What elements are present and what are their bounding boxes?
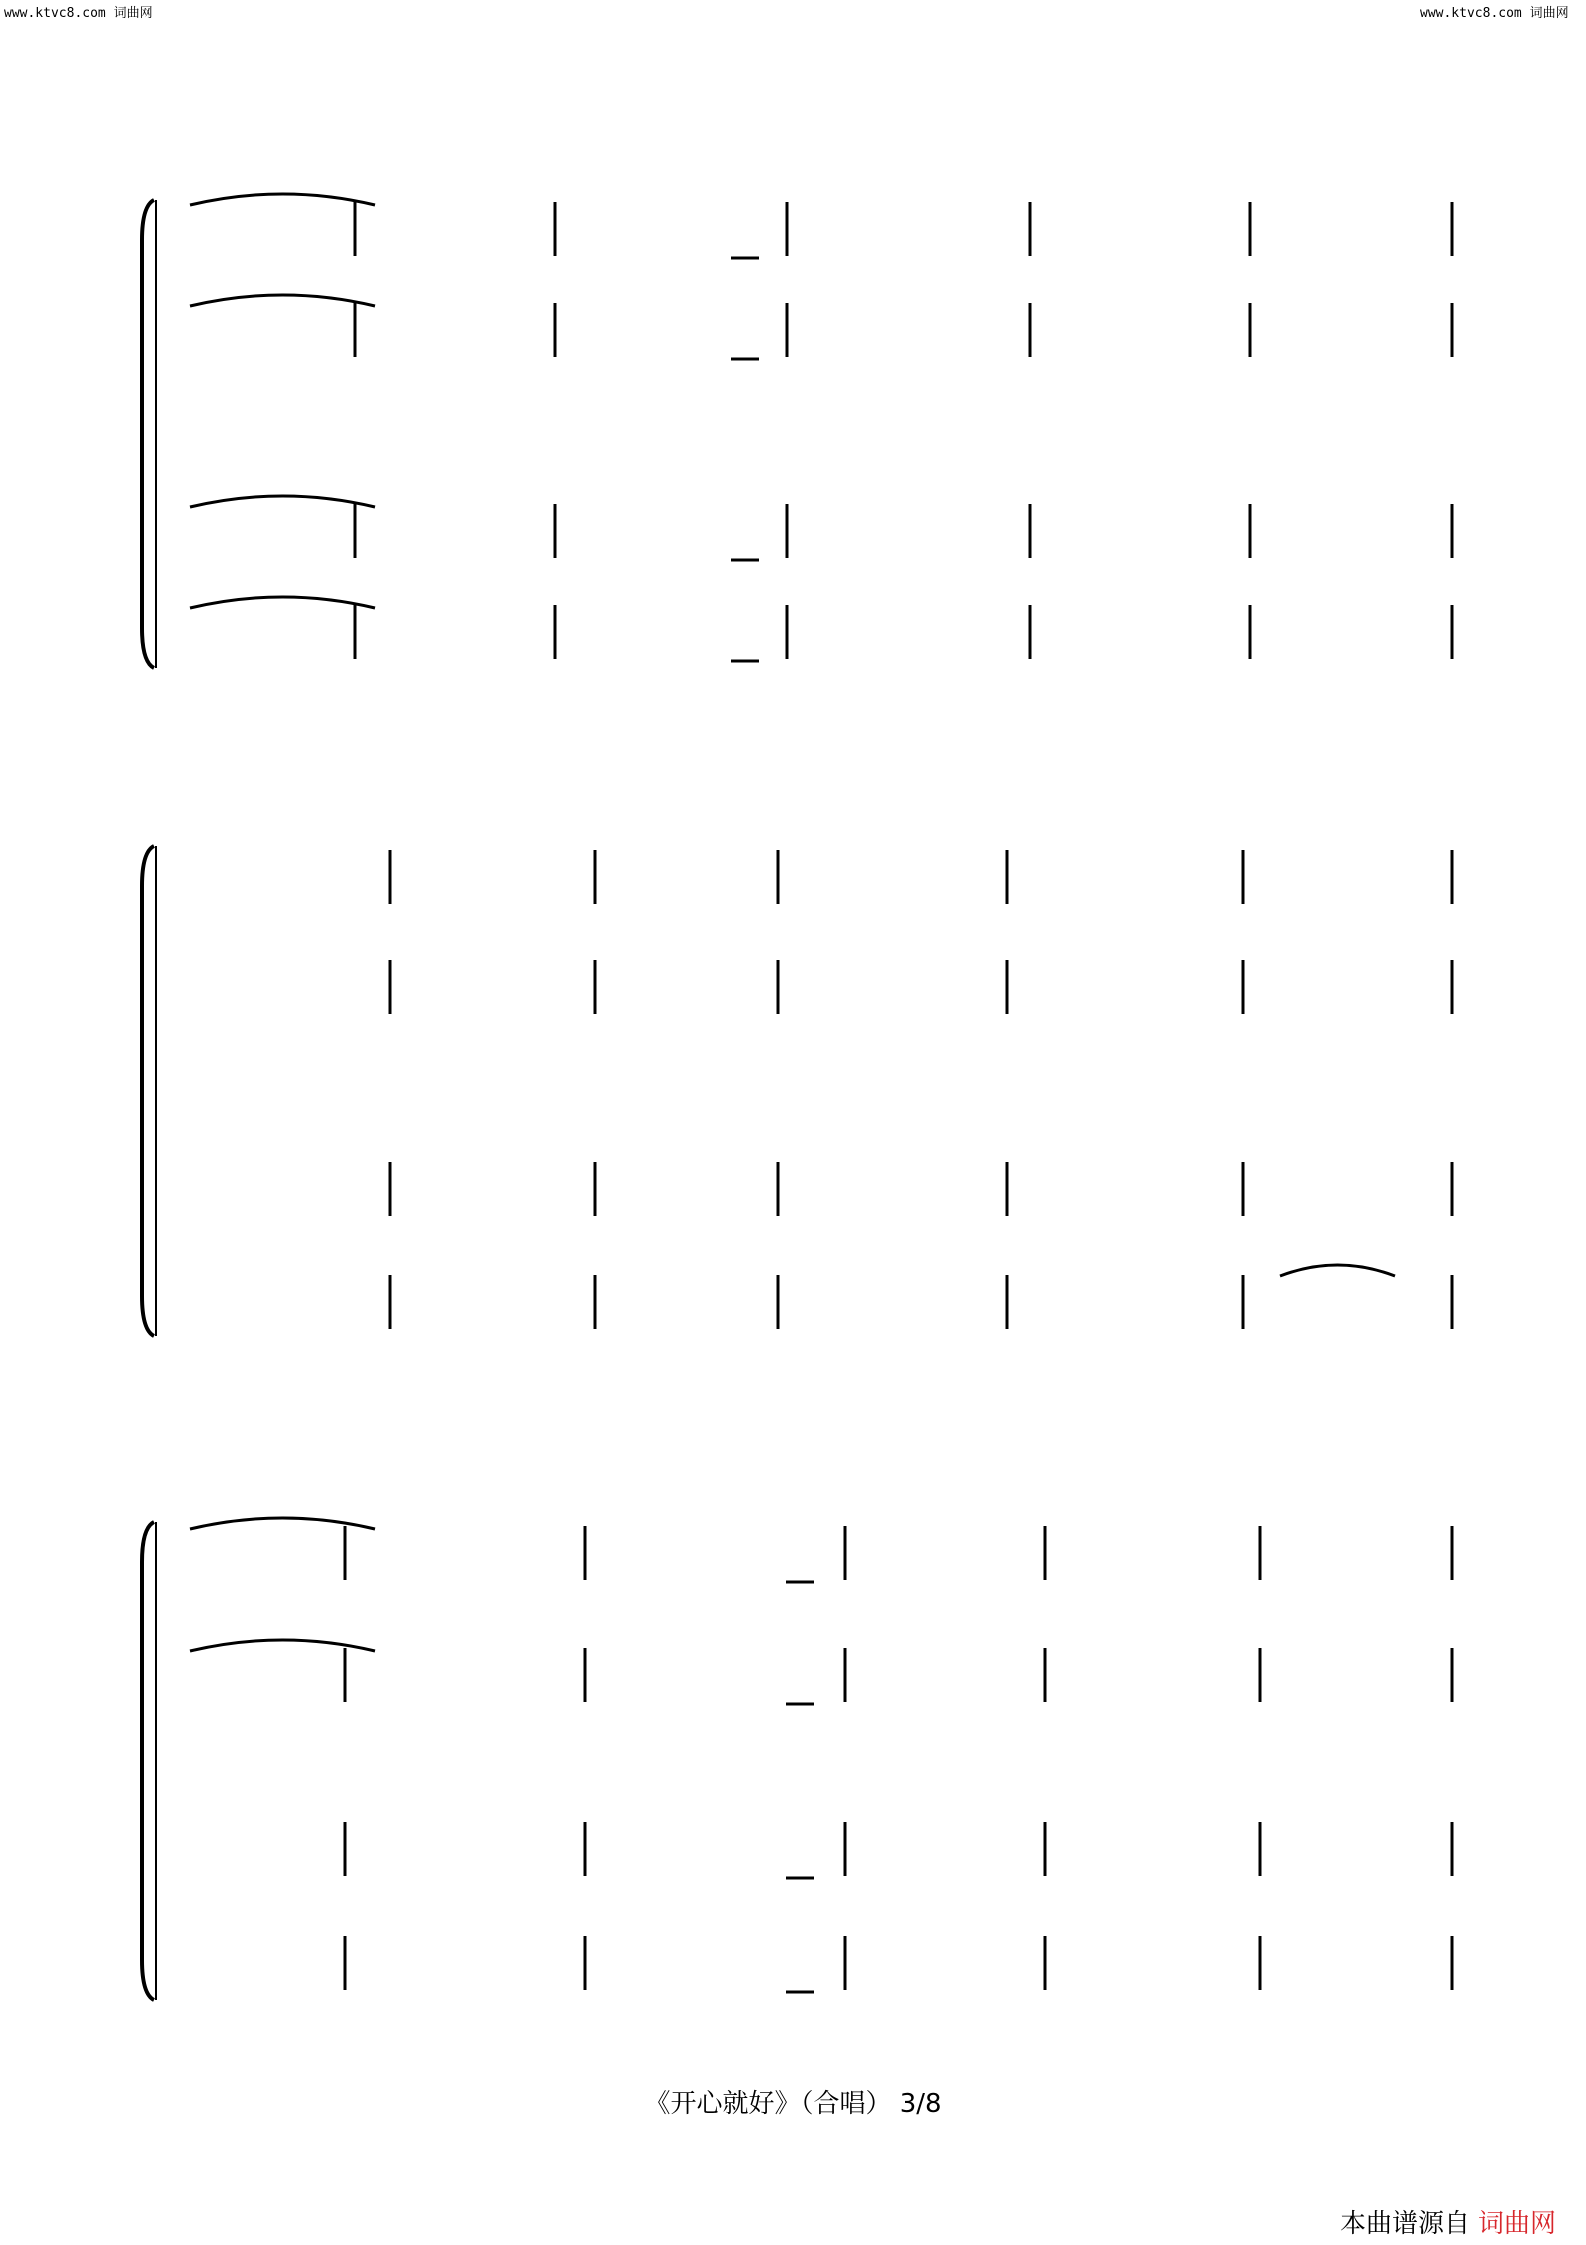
- system-brace: [142, 200, 154, 668]
- header-url-left: www.ktvc8.com 词曲网: [4, 6, 153, 21]
- tie-arc: [190, 597, 375, 608]
- system-brace: [142, 846, 154, 1336]
- system-brace: [142, 1522, 154, 2000]
- source-label: 本曲谱源自: [1340, 2209, 1471, 2239]
- header-url-right: www.ktvc8.com 词曲网: [1420, 6, 1569, 21]
- tie-arc: [190, 1518, 375, 1529]
- tie-arc: [190, 496, 375, 507]
- tie-arc: [190, 295, 375, 306]
- tie-arc: [190, 194, 375, 205]
- source-site: 词曲网: [1478, 2209, 1557, 2239]
- tie-arc: [1280, 1265, 1395, 1276]
- tie-arc: [190, 1640, 375, 1651]
- page-caption: 《开心就好》（合唱） 3/8: [644, 2089, 942, 2119]
